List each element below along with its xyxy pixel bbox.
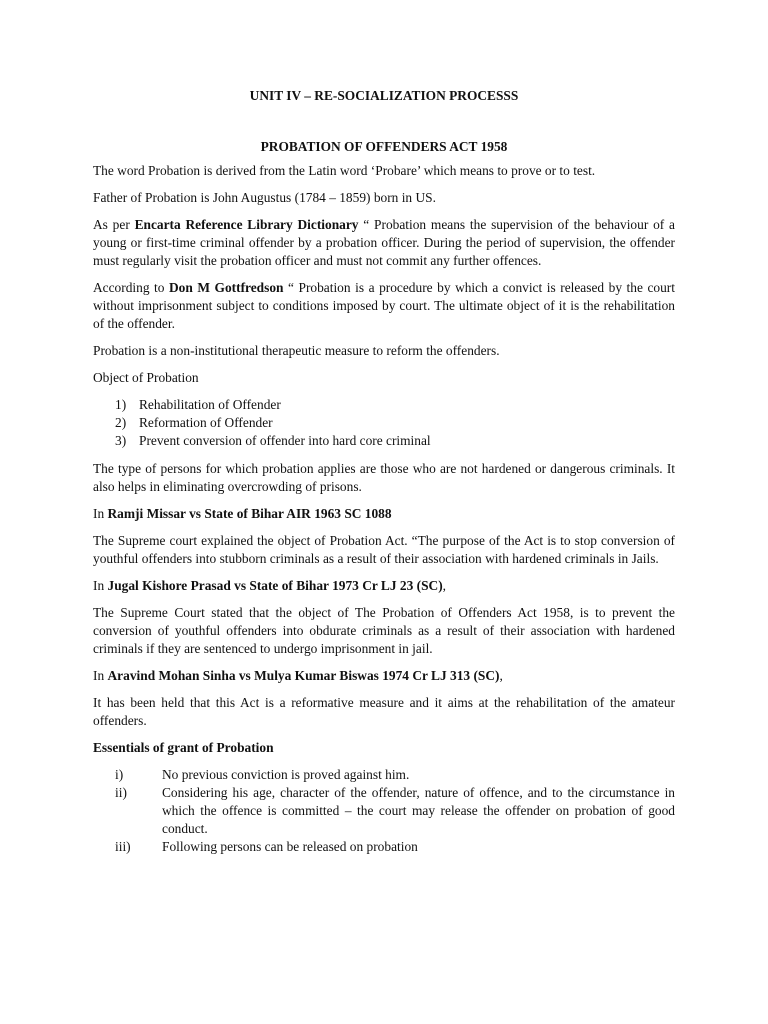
list-item-number: 2) [115,415,127,430]
case-body-ramji: The Supreme court explained the object of Probation Act. “The purpose of the Act is to stop conversion of youthful offenders into stubborn criminals as a result of their association with hardened criminals in Jails. [93,533,675,566]
list-item [93,432,675,450]
list-item-text: Considering his age, character of the offender, nature of offence, and to the circumstance in which the offence is committed – the court may release the offender on probation of good conduct. [162,785,675,836]
document-body [93,87,675,856]
list-item-number: 3) [115,433,127,448]
case-suffix: , [499,668,503,683]
paragraph-derivation: The word Probation is derived from the Latin word ‘Probare’ which means to prove or to test. [93,163,596,178]
encarta-text: “ Probation means the supervision of the behaviour of a young or first-time criminal offender by a probation officer. During the period of supervision, the offender must regularly visit the probation officer and must not commit any further offences. [93,217,675,268]
paragraph-persons: The type of persons for which probation applies are those who are not hardened or dangerous criminals. It also helps in eliminating overcrowding of prisons. [93,461,675,494]
case-body-aravind: It has been held that this Act is a reformative measure and it aims at the rehabilitation of the amateur offenders. [93,695,675,728]
case-heading-jugal [93,577,675,595]
list-item [93,766,675,784]
list-item-number: 1) [115,397,127,412]
case-heading-aravind [93,667,675,685]
case-heading-ramji [93,505,675,523]
list-item-number: i) [115,767,124,782]
gottfredson-text: “ Probation is a procedure by which a convict is released by the court without imprisonment subject to conditions imposed by court. The ultimate object of it is the rehabilitation of the offender. [93,280,675,331]
object-list [93,396,675,450]
case-suffix: , [442,578,447,593]
act-title: PROBATION OF OFFENDERS ACT 1958 [260,139,508,154]
list-item-text: Reformation of Offender [139,415,273,430]
essentials-list [93,766,675,856]
list-item [93,396,675,414]
essentials-heading-text: Essentials of grant of Probation [93,740,274,755]
list-item-text: Rehabilitation of Offender [139,397,281,412]
encarta-source: Encarta Reference Library Dictionary [134,217,359,232]
list-item-text: No previous conviction is proved against him. [162,767,410,782]
case-prefix: In [93,506,108,521]
list-item [93,784,675,838]
list-item [93,414,675,432]
list-item-number: iii) [115,839,131,854]
list-item-number: ii) [115,785,127,800]
case-body-jugal: The Supreme Court stated that the object of The Probation of Offenders Act 1958, is to prevent the conversion of youthful offenders into obdurate criminals as a result of their association with hardened criminals if they are sentenced to undergo imprisonment in jail. [93,605,675,656]
unit-title: UNIT IV – RE-SOCIALIZATION PROCESSS [249,88,519,103]
case-citation: Ramji Missar vs State of Bihar AIR 1963 SC 1088 [107,506,392,521]
case-citation: Aravind Mohan Sinha vs Mulya Kumar Biswas 1974 Cr LJ 313 (SC) [107,668,500,683]
paragraph-encarta [93,216,675,270]
paragraph-father: Father of Probation is John Augustus (1784 – 1859) born in US. [93,190,436,205]
list-item [93,838,675,856]
essentials-heading [93,739,675,757]
encarta-prefix: As per [93,217,135,232]
case-prefix: In [93,668,108,683]
list-item-text: Following persons can be released on probation [162,839,418,854]
paragraph-measure: Probation is a non-institutional therapeutic measure to reform the offenders. [93,343,500,358]
case-prefix: In [93,578,108,593]
case-citation: Jugal Kishore Prasad vs State of Bihar 1973 Cr LJ 23 (SC) [107,578,443,593]
gottfredson-source: Don M Gottfredson [169,280,284,295]
paragraph-gottfredson [93,279,675,333]
gottfredson-prefix: According to [93,280,170,295]
object-heading: Object of Probation [93,370,199,385]
list-item-text: Prevent conversion of offender into hard core criminal [139,433,431,448]
